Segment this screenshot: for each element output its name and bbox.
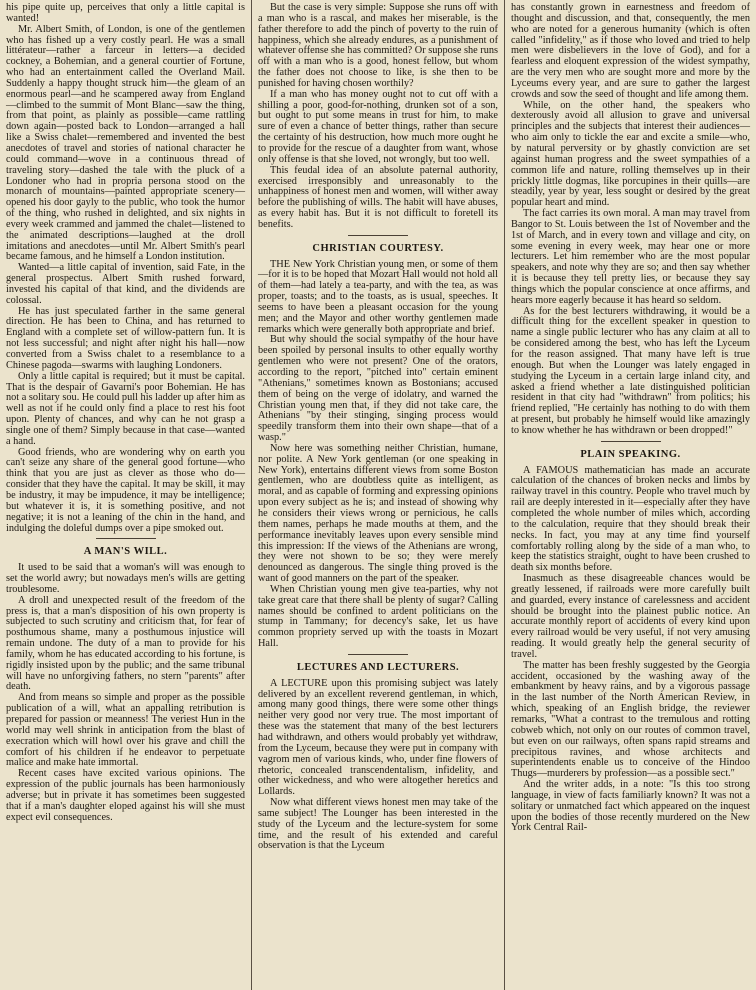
paragraph: Only a little capital is required; but it must be capital. That is the despair of Gavarni's poor Bohemian. He has not a solitary sou. He could pull his ladder up after him as well as not if he could only find a place to rest his foot upon. Plenty of chances, and why can he not grasp a single one of them? Simply because in that case—wanted a hand. bbox=[6, 370, 245, 447]
paragraph: his pipe quite up, perceives that only a little capital is wanted! bbox=[6, 2, 245, 24]
paragraph: The fact carries its own moral. A man may travel from Bangor to St. Louis between the 1st of November and the 1st of March, and in every town and village and city, on some evening in every week, may hear one or more lecturers. Let him remember who are the most popular speakers, and note why they are so; and then say whether it is because they tell pretty lies, or because they say things which the popular conscience at once affirms, and hears more eagerly because it has heard so seldom. bbox=[511, 208, 750, 306]
paragraph: It used to be said that a woman's will was enough to set the world awry; but nowadays men's wills are getting troublesome. bbox=[6, 562, 245, 595]
section-separator bbox=[96, 538, 156, 539]
paragraph: A LECTURE upon this promising subject was lately delivered by an excellent reverend gentleman, in which, among many good things, there were some other things neither very good nor very true. The most important of these was the statement that many of the best lecturers had withdrawn, and others would probably yet withdraw, from the Lyceum, because they were put in company with vagrom men of various kinds, who, under fine flowers of rhetoric, concealed transcendentalism, infidelity, and other wickedness, and who were altogether heretics and Lollards. bbox=[258, 677, 498, 798]
paragraph: He has just speculated farther in the same general direction. He has been to China, and has returned to England with a complete set of willow-pattern fun. It is not less successful; and night after night his hall—now converted from a Swiss chalet to a resemblance to a Chinese pagoda—swarms with laughing Londoners. bbox=[6, 305, 245, 371]
paragraph: Now here was something neither Christian, humane, nor polite. A New York gentleman (or one speaking in New York), entertains different views from some Boston gentlemen, who are doubtless quite as intelligent, as moral, and as capable of forming and expressing opinions upon every subject as he is; and instead of showing why he considers their views wrong or pernicious, he calls them names, perhaps he made mouths at them, and the performance inevitably leaves upon every sensible mind this impression: If the views of the Athenians are wrong, they were not shown to be so; they were merely denounced as dangerous. The single thing proved is the want of good manners on the part of the speaker. bbox=[258, 442, 498, 585]
article-heading-mans-will: A MAN'S WILL. bbox=[83, 546, 168, 558]
paragraph: A droll and unexpected result of the freedom of the press is, that a man's disposition of his own property is subjected to such scrutiny and criticism that, for fear of posthumous shame, many a posthumous injustice will remain undone. The duty of a man to provide for his family, whom he has educated according to his fortune, is rigidly insisted upon by the public; and the same tribunal will have no unforgiving fathers, no stern "parents" after death. bbox=[6, 594, 245, 693]
article-heading-christian-courtesy: CHRISTIAN COURTESY. bbox=[312, 242, 444, 254]
section-separator bbox=[601, 441, 661, 442]
paragraph: Mr. Albert Smith, of London, is one of the gentlemen who has fished up a very costly pearl. He was a small littérateur—rather a farceur in letters—a decided cockney, a Bohemian, and a general courtier of Fortune, who had an entertainment called the Overland Mail. Suddenly a happy thought struck him—the gleam of an enormous pearl—and he scampered away from England—climbed to the summit of Mont Blanc—saw the thing, from that point, as plainly as possible—came rattling down again—posted back to London—arranged a hall like a Swiss chalet—remembered and invented the best anecdotes of travel and stories of national character he could command—wove in a continuous thread of traveling story—dashed the tale with the pluck of a Londoner who had in propria persona stood on the monarch of mountains—painted appropriate scenery—opened his door gayly to the public, who took the humor of the thing, who rushed in delighted, and six nights in every week crammed and jammed the chalet—listened to the animated descriptions—laughed at the droll imitations and anecdotes—until Mr. Albert Smith's pearl became famous, and he himself a London institution. bbox=[6, 23, 245, 263]
paragraph: And from means so simple and proper as the possible publication of a will, what an appalling retribution is prepared for passion or meanness! The veriest Hun in the world may well shrink in anticipation from the blast of execration which will howl over his grave and chill the comfort of his children if he endeavor to perpetuate malice and make hate immortal. bbox=[6, 692, 245, 769]
paragraph: And the writer adds, in a note: "Is this too strong language, in view of facts familiarly known? It was not a solitary or unmatched fact which appeared on the inquest upon the bodies of those recently murdered on the New York Central Rail- bbox=[511, 779, 750, 834]
paragraph: But the case is very simple: Suppose she runs off with a man who is a rascal, and makes her miserable, is the father therefore to add the pinch of poverty to the ruin of happiness, which she already endures, as a punishment of whatever offense she has committed? Or suppose she runs off with a man who is a good, honest fellow, but whom the father does not choose to like, is she then to be punished for having chosen worthily? bbox=[258, 2, 499, 89]
paragraph: Now what different views honest men may take of the same subject! The Lounger has been interested in the study of the Lyceum and the lecture-system for some time, and the result of his extended and careful observation is that the Lyceum bbox=[258, 797, 498, 852]
paragraph: As for the best lecturers withdrawing, it would be a difficult thing for the excellent speaker in question to name a single public lecturer who has any claim at all to be considered among the best, who has left the Lyceum for the reason assigned. That many have left is true enough. But when the Lounger was lately engaged in studying the Lyceum in a certain large inland city, and asked a friend whether a late distinguished politician resident in that city had "withdrawn" from politics; his friend replied, "He certainly has nothing to do with them at present, but probably he himself would like amazingly to know whether he has withdrawn or been dropped!" bbox=[511, 305, 750, 436]
paragraph: has constantly grown in earnestness and freedom of thought and discussion, and that, consequently, the men who are noted for a generous humanity (which is often called "infidelity," as if those who loved and tried to help men were disbelievers in the love of God), and for a fearless and eloquent expression of the widest sympathy, are the very men who are sought more and more by the Lyceums every year, and are sure to gather the largest crowds and sow the seed of thought and life among them. bbox=[511, 2, 750, 100]
paragraph: While, on the other hand, the speakers who dexterously avoid all allusion to grave and universal principles and the subjects that interest their audiences—who aim only to tickle the ear and excite a smile—who, by natural perversity or by ghastly conviction are set against human progress and the sweet sympathies of a common life and nature, rolling themselves up in their prickly little dogmas, like porcupines in their quills—are steadily, year by year, less sought or desired by the great popular heart and mind. bbox=[511, 99, 750, 209]
paragraph: THE New York Christian young men, or some of them—for it is to be hoped that Mozart Hall would not hold all of them—had lately a tea-party, and with the tea, as was proper, toasts; and to the toasts, as is usual, speeches. It seems to have been a pleasant occasion for the young men; and the Mayor and other worthy gentlemen made remarks which were generally both appropriate and brief. bbox=[258, 258, 498, 335]
column-middle bbox=[252, 0, 504, 990]
paragraph: A FAMOUS mathematician has made an accurate calculation of the chances of broken necks and limbs by railway travel in this country. People who travel much by rail are deeply interested in it—especially after they have completed the whole number of miles which, according to the calculation, require that they should break their necks. In fact, you may at any time find yourself comfortably rolling along by the side of a man who, to keep the statistics straight, ought to have been crushed to death six months before. bbox=[511, 464, 750, 574]
section-separator bbox=[348, 235, 408, 236]
column-right bbox=[505, 0, 756, 990]
paragraph: This feudal idea of an absolute paternal authority, exercised irresponsibly and unreasonably to the unhappiness of honest men and women, will wither away before the publishing of wills. The habit will have abuses, as every habit has. But it is not difficult to foretell its benefits. bbox=[258, 164, 498, 230]
column-left bbox=[0, 0, 251, 990]
paragraph: If a man who has money ought not to cut off with a shilling a poor, good-for-nothing, drunken sot of a son, but ought to put some means in trust for him, to make sure of even a chance of better things, rather than secure the certainty of his destruction, how much more ought he to provide for the rescue of a daughter from want, whose only offense is that she loved, not wrongly, but too well. bbox=[258, 88, 498, 165]
paragraph: Recent cases have excited various opinions. The expression of the public journals has been harmoniously adverse; but in private it has sometimes been suggested that if a man's daughter eloped against his will she must expect evil consequences. bbox=[6, 768, 245, 823]
article-heading-plain-speaking: PLAIN SPEAKING. bbox=[580, 448, 681, 460]
paragraph: But why should the social sympathy of the hour have been spoiled by personal insults to other equally worthy gentlemen who were not present? One of the orators, according to the report, "pitched into" certain eminent "Athenians," sometimes known as Bostonians; accused them of being on the verge of idolatry, and warned the Christian young men that, if they did not take care, the Athenians "by their stinging, singing process would speedily transform them into their own shape—that of a wasp." bbox=[258, 334, 498, 444]
section-separator bbox=[348, 654, 408, 655]
paragraph: Wanted—a little capital of invention, said Fate, in the general prospectus. Albert Smith rushed forward, invested his capital of that kind, and the dividends are colossal. bbox=[6, 262, 245, 306]
paragraph: Inasmuch as these disagreeable chances would be greatly lessened, if railroads were more carefully built and guarded, every instance of carelessness and accident should be brought into the plainest public notice. An accurate monthly report of accidents of every kind upon every railroad would be very useful, if not very amusing reading. It would greatly help the general security of travel. bbox=[511, 573, 750, 660]
paragraph: Good friends, who are wondering why on earth you can't seize any share of the general good fortune—who think that you are just as clever as those who do—consider that they have the capital. It may be skill, it may be industry, it may be impudence, it may be intelligence; but whatever it is, it is something positive, and not negative; it is not a leaning of the chin in the hand, and indulging the doleful dumps over a pipe smoked out. bbox=[6, 446, 245, 534]
article-heading-lectures: LECTURES AND LECTURERS. bbox=[296, 661, 460, 673]
paragraph: When Christian young men give tea-parties, why not take great care that there shall be plenty of sugar? Calling names should be confined to ardent politicians on the stump in Tammany; for decency's sake, let us have common propriety served up with the toasts in Mozart Hall. bbox=[258, 583, 498, 650]
paragraph: The matter has been freshly suggested by the Georgia accident, occasioned by the washing away of the embankment by heavy rains, and by a vigorous passage in the last number of the North American Review, in which, speaking of an English bridge, the reviewer remarks, "What a contrast to the tremulous and rotting cobweb which, not only on our routes of common travel, but even on our railways, often spans rapid streams and precipitous ravines, and whose architects and superintendents enable us to conceive of the Hindoo Thugs—murderers by profession—as a possible sect." bbox=[511, 659, 750, 780]
